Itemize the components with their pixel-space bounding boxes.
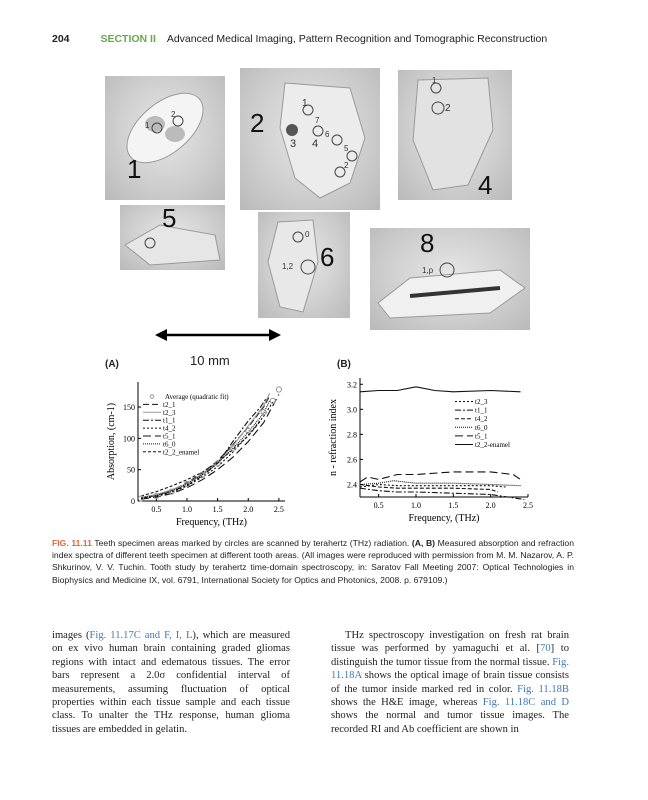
area-label: 1,p xyxy=(422,266,434,275)
area-label: 1,2 xyxy=(282,262,294,271)
specimen-label: 1 xyxy=(127,154,142,184)
legend-label: t5_1 xyxy=(475,432,488,441)
refraction-chart xyxy=(305,370,540,530)
tooth-photo-4 xyxy=(398,70,512,200)
x-tick-label: 1.0 xyxy=(182,505,192,514)
area-label: 7 xyxy=(315,116,320,125)
panel-a-label: (A) xyxy=(105,359,119,370)
legend-label: t2_3 xyxy=(163,408,176,417)
y-tick-label: 0 xyxy=(131,497,135,506)
tooth-photo-6 xyxy=(258,212,350,318)
x-tick-label: 1.5 xyxy=(448,501,459,510)
tooth-photo-2 xyxy=(240,68,380,210)
figure-caption xyxy=(52,537,574,586)
legend-marker xyxy=(150,395,154,399)
series-line-t2_3 xyxy=(141,393,270,497)
tooth-photo-5 xyxy=(120,205,225,270)
y-axis-label: Absorption, (cm-1) xyxy=(106,402,117,481)
legend-label: t6_0 xyxy=(475,423,488,432)
x-tick-label: 2.0 xyxy=(243,505,254,514)
legend-label: t2_2-enamel xyxy=(475,441,510,449)
legend-label: t2_1 xyxy=(163,400,176,409)
series-line-t2_2-enamel xyxy=(360,387,521,392)
specimen-label: 4 xyxy=(478,170,493,200)
y-tick-label: 100 xyxy=(123,434,135,444)
x-axis-label: Frequency, (THz) xyxy=(408,513,480,524)
page-number: 204 xyxy=(52,33,70,45)
legend-label: t6_0 xyxy=(163,440,176,449)
y-tick-label: 150 xyxy=(123,403,135,413)
y-tick-label: 2.6 xyxy=(347,455,357,465)
x-tick-label: 1.5 xyxy=(212,505,223,514)
area-label: 5 xyxy=(344,144,349,153)
body-column-left xyxy=(52,629,290,736)
caption-text: Measured absorption and refraction index spectra of different teeth specimen at different tooth areas. (All images were reproduced with permission from M. M. Nazarov, A. P. Shkurinov, V. V. Tuchin. Tooth study by terahertz time-domain spectroscopy, in: Saratov Fall Meeting 2007: Optical Technologies in Biophysics and Medicine IX, vol. 6791, International Society for Optics and Photonics, 2008. p. 679109.) xyxy=(52,538,574,585)
figure-link[interactable]: Fig. 11.18C and D xyxy=(482,697,569,709)
specimen-label: 5 xyxy=(162,205,177,233)
body-column-right xyxy=(331,629,569,736)
legend-label: t5_1 xyxy=(163,432,176,441)
panel-b-label: (B) xyxy=(337,359,351,370)
series-line-t2_1 xyxy=(141,396,270,498)
section-label: SECTION II xyxy=(100,33,156,45)
figure-link[interactable]: Fig. 11.18A xyxy=(331,656,569,682)
series-line-t5_1 xyxy=(360,472,521,482)
x-tick-label: 1.0 xyxy=(411,501,421,510)
area-label: 0 xyxy=(305,230,310,239)
series-line-t1_1 xyxy=(360,488,524,499)
figure-link[interactable]: Fig. 11.17C and F, I, L xyxy=(89,630,193,641)
legend-label: t2_2_enamel xyxy=(163,448,200,457)
caption-text: Teeth specimen areas marked by circles are scanned by terahertz (THz) radiation. xyxy=(91,538,412,548)
legend-label: t4_2 xyxy=(163,424,176,433)
x-axis-label: Frequency, (THz) xyxy=(176,517,247,528)
area-label: 6 xyxy=(325,130,330,139)
y-tick-label: 50 xyxy=(127,465,135,475)
y-tick-label: 3.2 xyxy=(347,380,357,390)
body-text: shows the optical image of brain tissue consists of the tumor inside marked red in color. xyxy=(331,670,569,695)
average-point xyxy=(276,387,281,392)
body-text: shows the H&E image, whereas xyxy=(331,697,483,709)
book-title: Advanced Medical Imaging, Pattern Recognition and Tomographic Reconstruction xyxy=(166,33,548,45)
specimen-label: 6 xyxy=(320,242,335,272)
area-label: 1 xyxy=(302,98,308,109)
area-label: 2 xyxy=(171,110,176,119)
legend-label: t2_3 xyxy=(475,398,488,406)
y-tick-label: 2.8 xyxy=(347,430,357,440)
legend-label: t1_1 xyxy=(163,416,176,425)
area-label: 3 xyxy=(290,138,297,150)
x-tick-label: 0.5 xyxy=(373,501,384,510)
area-label: 2 xyxy=(445,103,451,114)
x-tick-label: 2.0 xyxy=(485,501,496,510)
area-label: 1 xyxy=(432,76,437,85)
scale-bar-arrow xyxy=(155,328,281,342)
scale-bar-label: 10 mm xyxy=(190,353,230,368)
series-line-t4_2 xyxy=(141,402,273,499)
legend-label: t4_2 xyxy=(475,415,488,424)
caption-panels: (A, B) xyxy=(411,538,436,548)
specimen-label: 2 xyxy=(250,108,265,138)
y-tick-label: 3.0 xyxy=(347,405,357,415)
y-tick-label: 2.4 xyxy=(347,480,357,490)
absorption-chart xyxy=(95,370,305,530)
series-line-t6_0 xyxy=(141,401,270,498)
series-line-t2_3 xyxy=(360,485,506,488)
area-label: 2 xyxy=(344,161,349,170)
tooth-photo-1 xyxy=(105,76,225,200)
series-line-t1_1 xyxy=(141,398,267,499)
reference-link[interactable]: 70 xyxy=(540,643,551,655)
body-text: images ( xyxy=(52,630,90,641)
x-tick-label: 2.5 xyxy=(523,501,533,510)
area-label: 4 xyxy=(312,138,319,150)
body-text: ] to distinguish the tumor tissue from the normal tissue. xyxy=(331,643,569,668)
body-text: ), which are measured on ex vivo human brain containing graded gliomas regions with intact and edematous tissues. The error bars represent a 2.0σ confidential interval of measurements, assuming fluctuation of optical properties within each tissue sample and each tissue class. To unalter the THz response, human glioma tissues are embedded in gelatin. xyxy=(52,630,290,735)
tooth-photo-8 xyxy=(370,228,530,330)
legend-label: t1_1 xyxy=(475,406,488,415)
specimen-label: 8 xyxy=(420,228,435,258)
x-tick-label: 0.5 xyxy=(151,505,162,514)
figure-link[interactable]: Fig. 11.18B xyxy=(517,683,569,695)
body-text: shows the normal and tumor tissue images. The recorded RI and Ab coefficient are shown in xyxy=(331,710,569,735)
running-header xyxy=(52,33,547,45)
body-text: THz spectroscopy investigation on fresh rat brain tissue was performed by yamaguchi et al. [ xyxy=(331,630,569,655)
series-line-t2_2_enamel xyxy=(141,421,260,496)
x-tick-label: 2.5 xyxy=(273,505,284,514)
area-label: 1 xyxy=(145,121,150,130)
legend-label: Average (quadratic fit) xyxy=(165,393,229,401)
figure-label: FIG. 11.11 xyxy=(52,538,92,548)
y-axis-label: n - refraction index xyxy=(328,399,339,476)
